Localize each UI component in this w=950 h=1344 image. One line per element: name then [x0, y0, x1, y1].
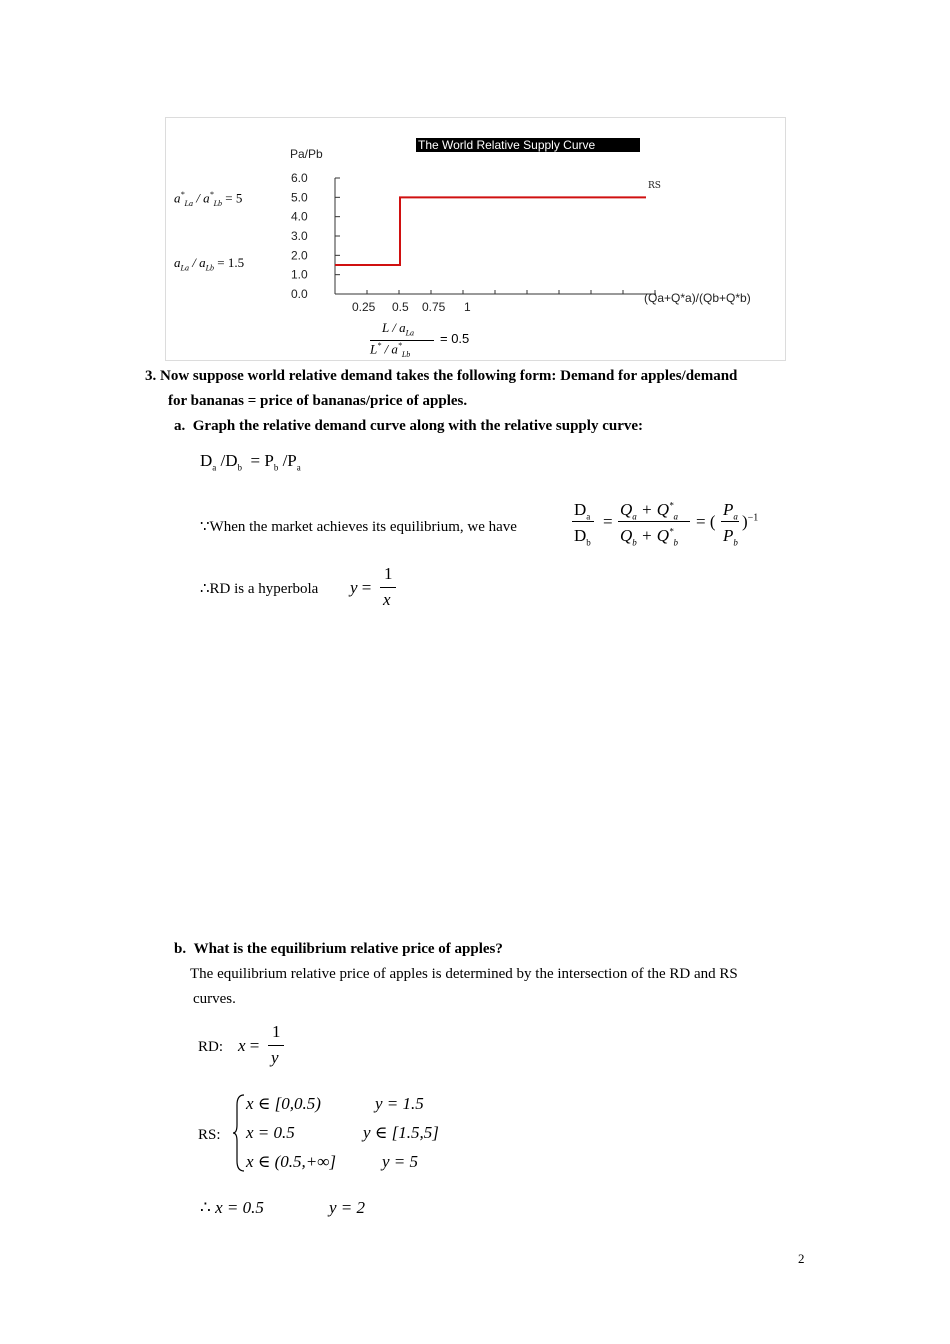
- result-line: [200, 1198, 264, 1218]
- y-tick-label: 5.0: [291, 190, 308, 205]
- relative-supply-chart: [166, 118, 785, 360]
- rs-curve-line: [335, 197, 646, 265]
- rs-row-y: y = 1.5: [375, 1094, 424, 1113]
- result-x: x = 0.5: [215, 1198, 264, 1217]
- qb-answer-line1: The equilibrium relative price of apples is determined by the intersection of the RD and RS: [190, 966, 738, 982]
- y-tick-label: 6.0: [291, 171, 308, 185]
- rs-row-y: y = 5: [382, 1152, 419, 1171]
- rs-row-x: x = 0.5: [246, 1123, 295, 1142]
- x-condition-denominator: $L^* / a^*_{Lb}$: [370, 341, 411, 359]
- y-tick-label: 1.0: [291, 267, 308, 282]
- y-axis-label: Pa/Pb: [290, 147, 323, 161]
- rs-row-x: x ∈ (0.5,+∞]: [246, 1152, 336, 1171]
- x-tick-label: 0.75: [422, 300, 446, 314]
- eq-equilibrium: $D_a$ $D_b$ = $Q_a + Q^*_a$ $Q_b + Q^*_b$ = ( $P_a$ $P_b$ )$^{-1}$: [574, 500, 759, 548]
- qa-heading: a. Graph the relative demand curve along with the relative supply curve:: [174, 418, 643, 434]
- x-axis-label: (Qa+Q*a)/(Qb+Q*b): [644, 291, 751, 305]
- relative-supply-figure: [165, 117, 786, 361]
- rs-label: RS:: [198, 1127, 221, 1143]
- rs-curve-label: RS: [648, 181, 661, 191]
- q3-line2: for bananas = price of bananas/price of apples.: [168, 393, 468, 409]
- rs-brace: [232, 1093, 246, 1173]
- rs-row-x: x ∈ [0,0.5): [246, 1094, 321, 1113]
- home-ratio-label: $a_{La} / a_{Lb} = 1.5$: [174, 255, 245, 273]
- y-tick-label: 2.0: [291, 248, 308, 263]
- qb-answer-line2: curves.: [193, 991, 236, 1007]
- y-tick-label: 0.0: [291, 287, 308, 301]
- x-condition-numerator: L / $a_{La}$: [382, 320, 415, 338]
- qa-label: a: [174, 418, 182, 434]
- qb-label: b: [174, 941, 183, 957]
- eq-hyperbola: y = 1 x: [350, 564, 410, 614]
- rs-row-y: y ∈ [1.5,5]: [363, 1123, 439, 1142]
- q3-number: 3: [145, 368, 153, 384]
- foreign-ratio-label: $a^*_{La} / a^*_{Lb} = 5$: [174, 190, 243, 208]
- result-y: y = 2: [329, 1198, 366, 1217]
- x-tick-label: 0.5: [392, 300, 409, 314]
- q3-line1: 3. Now suppose world relative demand takes the following form: Demand for apples/demand: [145, 368, 738, 384]
- therefore-symbol: ∴: [200, 581, 210, 597]
- x-tick-label: 1: [464, 300, 471, 314]
- page-number: 2: [798, 1251, 805, 1266]
- x-condition-value: = 0.5: [440, 331, 470, 346]
- y-tick-label: 3.0: [291, 229, 308, 243]
- rd-label: RD:: [198, 1039, 224, 1055]
- y-tick-label: 4.0: [291, 209, 308, 224]
- eq-demand: $D_a$ $/D_b = P_b$ $/P_a$: [200, 451, 301, 473]
- therefore-symbol-2: ∴: [200, 1198, 211, 1217]
- because-symbol: ∵: [200, 519, 210, 535]
- qb-heading: b. What is the equilibrium relative price of apples?: [174, 941, 503, 957]
- x-tick-label: 0.25: [352, 300, 376, 314]
- equilibrium-text: ∵When the market achieves its equilibrium, we have: [200, 519, 517, 535]
- chart-title: The World Relative Supply Curve: [418, 138, 596, 152]
- rd-hyperbola-text: ∴RD is a hyperbola: [200, 581, 319, 597]
- eq-rd: x = 1 y: [238, 1022, 298, 1072]
